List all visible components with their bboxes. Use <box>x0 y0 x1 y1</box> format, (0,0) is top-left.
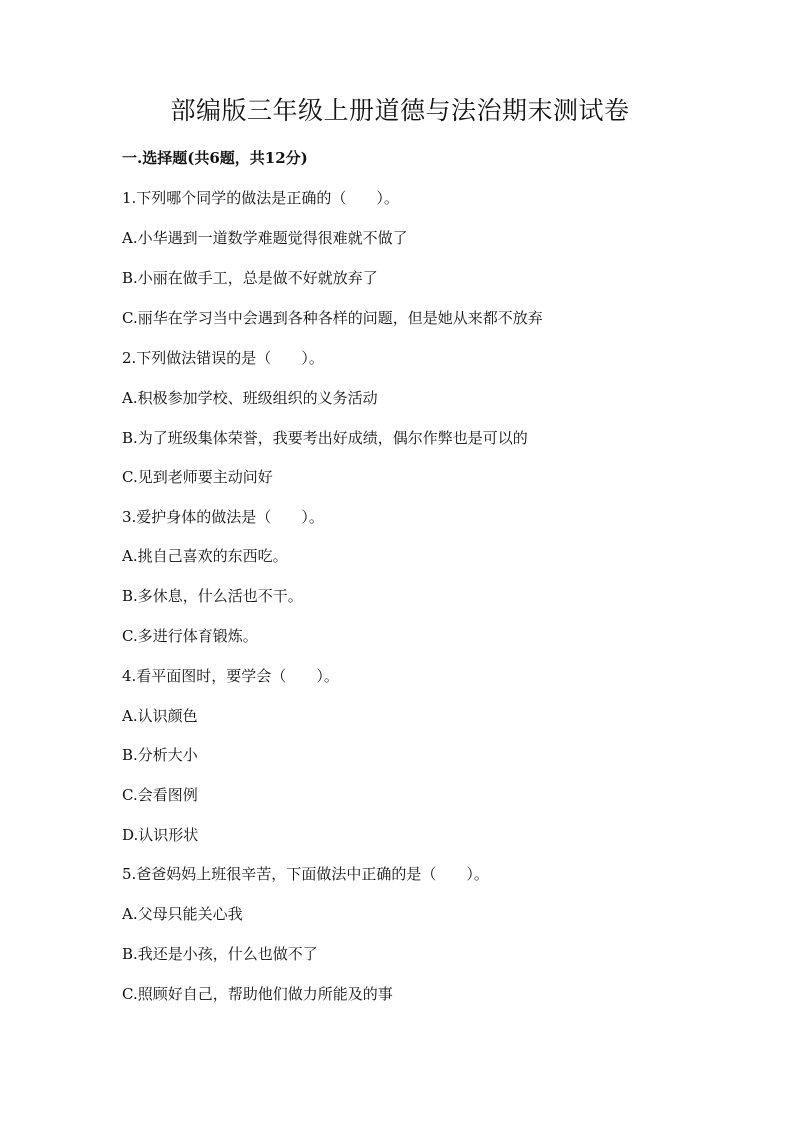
question-4-option-d: D.认识形状 <box>122 826 199 844</box>
question-4-option-b: B.分析大小 <box>122 746 198 764</box>
question-4-option-a: A.认识颜色 <box>122 707 198 725</box>
question-5-stem: 5.爸爸妈妈上班很辛苦，下面做法中正确的是（ ）。 <box>122 865 489 883</box>
question-1-stem: 1.下列哪个同学的做法是正确的（ ）。 <box>122 189 399 207</box>
question-5-option-b: B.我还是小孩，什么也做不了 <box>122 945 318 963</box>
question-3-stem: 3.爱护身体的做法是（ ）。 <box>122 508 324 526</box>
section-heading: 一.选择题(共6题，共12分) <box>122 149 308 167</box>
question-1-option-b: B.小丽在做手工，总是做不好就放弃了 <box>122 269 378 287</box>
question-5-option-c: C.照顾好自己，帮助他们做力所能及的事 <box>122 985 393 1003</box>
question-4-stem: 4.看平面图时，要学会（ ）。 <box>122 667 339 685</box>
question-5-option-a: A.父母只能关心我 <box>122 905 243 923</box>
question-2-option-c: C.见到老师要主动问好 <box>122 468 273 486</box>
question-2-stem: 2.下列做法错误的是（ ）。 <box>122 349 324 367</box>
question-1-option-a: A.小华遇到一道数学难题觉得很难就不做了 <box>122 229 408 247</box>
question-3-option-c: C.多进行体育锻炼。 <box>122 627 258 645</box>
question-1-option-c: C.丽华在学习当中会遇到各种各样的问题，但是她从来都不放弃 <box>122 309 543 327</box>
question-2-option-b: B.为了班级集体荣誉，我要考出好成绩，偶尔作弊也是可以的 <box>122 429 528 447</box>
question-3-option-b: B.多休息，什么活也不干。 <box>122 587 303 605</box>
question-4-option-c: C.会看图例 <box>122 786 198 804</box>
question-3-option-a: A.挑自己喜欢的东西吃。 <box>122 547 288 565</box>
question-2-option-a: A.积极参加学校、班级组织的义务活动 <box>122 389 378 407</box>
page-title: 部编版三年级上册道德与法治期末测试卷 <box>170 96 630 125</box>
